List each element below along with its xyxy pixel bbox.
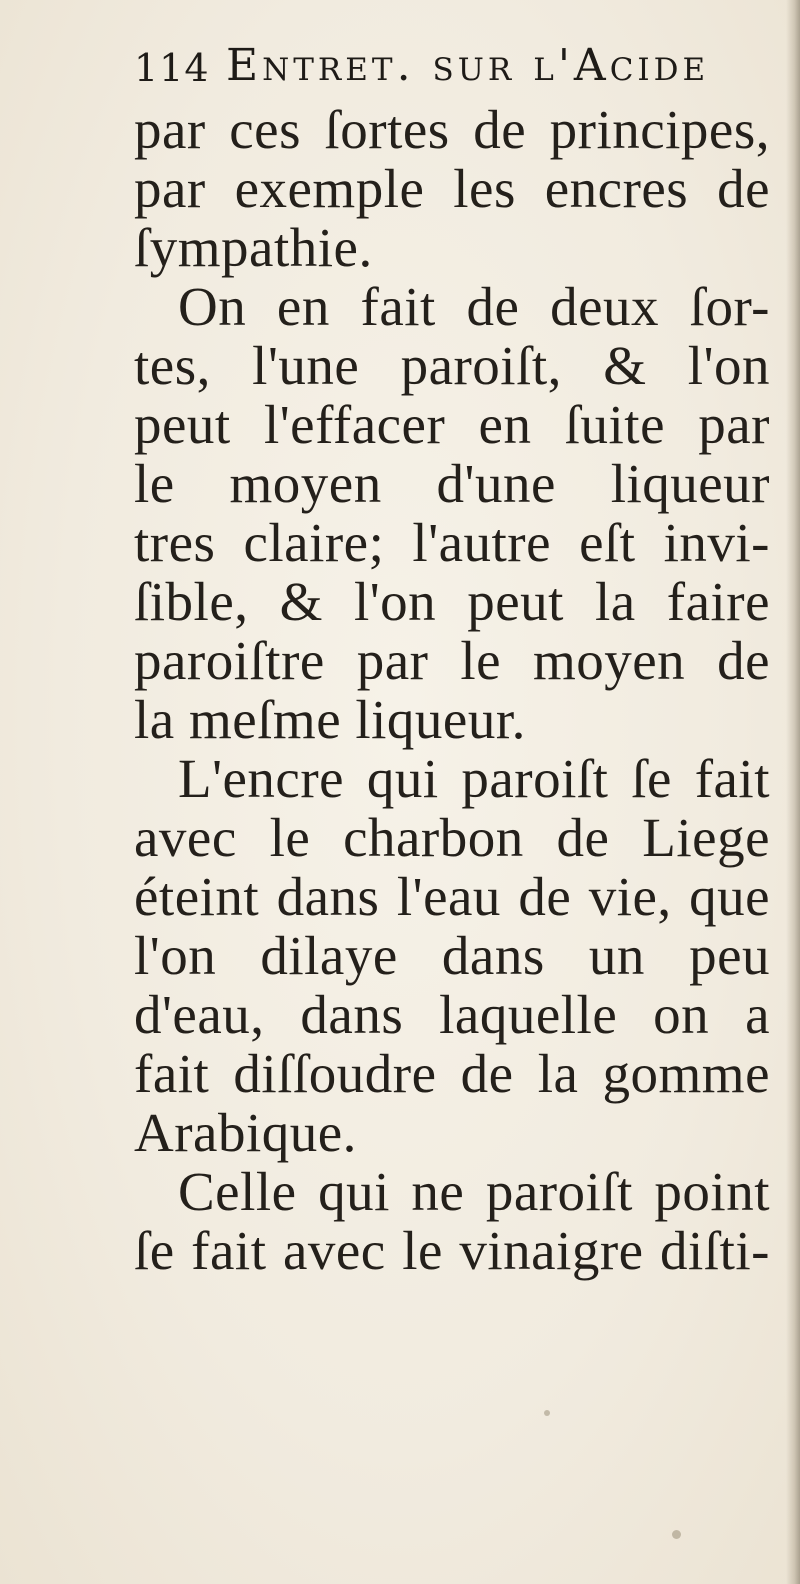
text-line: l'on dilaye dans un peu: [134, 925, 770, 986]
text-line: On en fait de deux ſor-: [178, 276, 770, 337]
text-line: le moyen d'une liqueur: [134, 453, 770, 514]
page-header: [134, 40, 754, 102]
text-line: avec le charbon de Liege: [134, 807, 770, 868]
running-title: Entret. sur l'Acide: [226, 40, 710, 91]
text-line: paroiſtre par le moyen de: [134, 630, 770, 691]
text-line: fait diſſoudre de la gomme: [134, 1043, 770, 1104]
text-line: tes, l'une paroiſt, & l'on: [134, 335, 770, 396]
text-line: peut l'effacer en ſuite par: [134, 394, 770, 455]
text-line: par exemple les encres de: [134, 158, 770, 219]
text-line: L'encre qui paroiſt ſe fait: [178, 748, 770, 809]
text-line: Celle qui ne paroiſt point: [178, 1161, 770, 1222]
text-line: ſible, & l'on peut la faire: [134, 571, 770, 632]
paper-speck: [672, 1530, 681, 1539]
text-line: éteint dans l'eau de vie, que: [134, 866, 770, 927]
text-line: ſympathie.: [134, 217, 373, 278]
body-text: [134, 100, 770, 1280]
text-line: d'eau, dans laquelle on a: [134, 984, 770, 1045]
page-number: 114: [134, 46, 210, 90]
text-line: la meſme liqueur.: [134, 689, 526, 750]
text-line: tres claire; l'autre eſt invi-: [134, 512, 770, 573]
text-line: par ces ſortes de principes,: [134, 99, 770, 160]
page-gutter-shadow: [786, 0, 800, 1584]
paper-speck: [544, 1410, 550, 1416]
text-line: Arabique.: [134, 1102, 357, 1163]
text-line: ſe fait avec le vinaigre diſti-: [134, 1220, 770, 1281]
